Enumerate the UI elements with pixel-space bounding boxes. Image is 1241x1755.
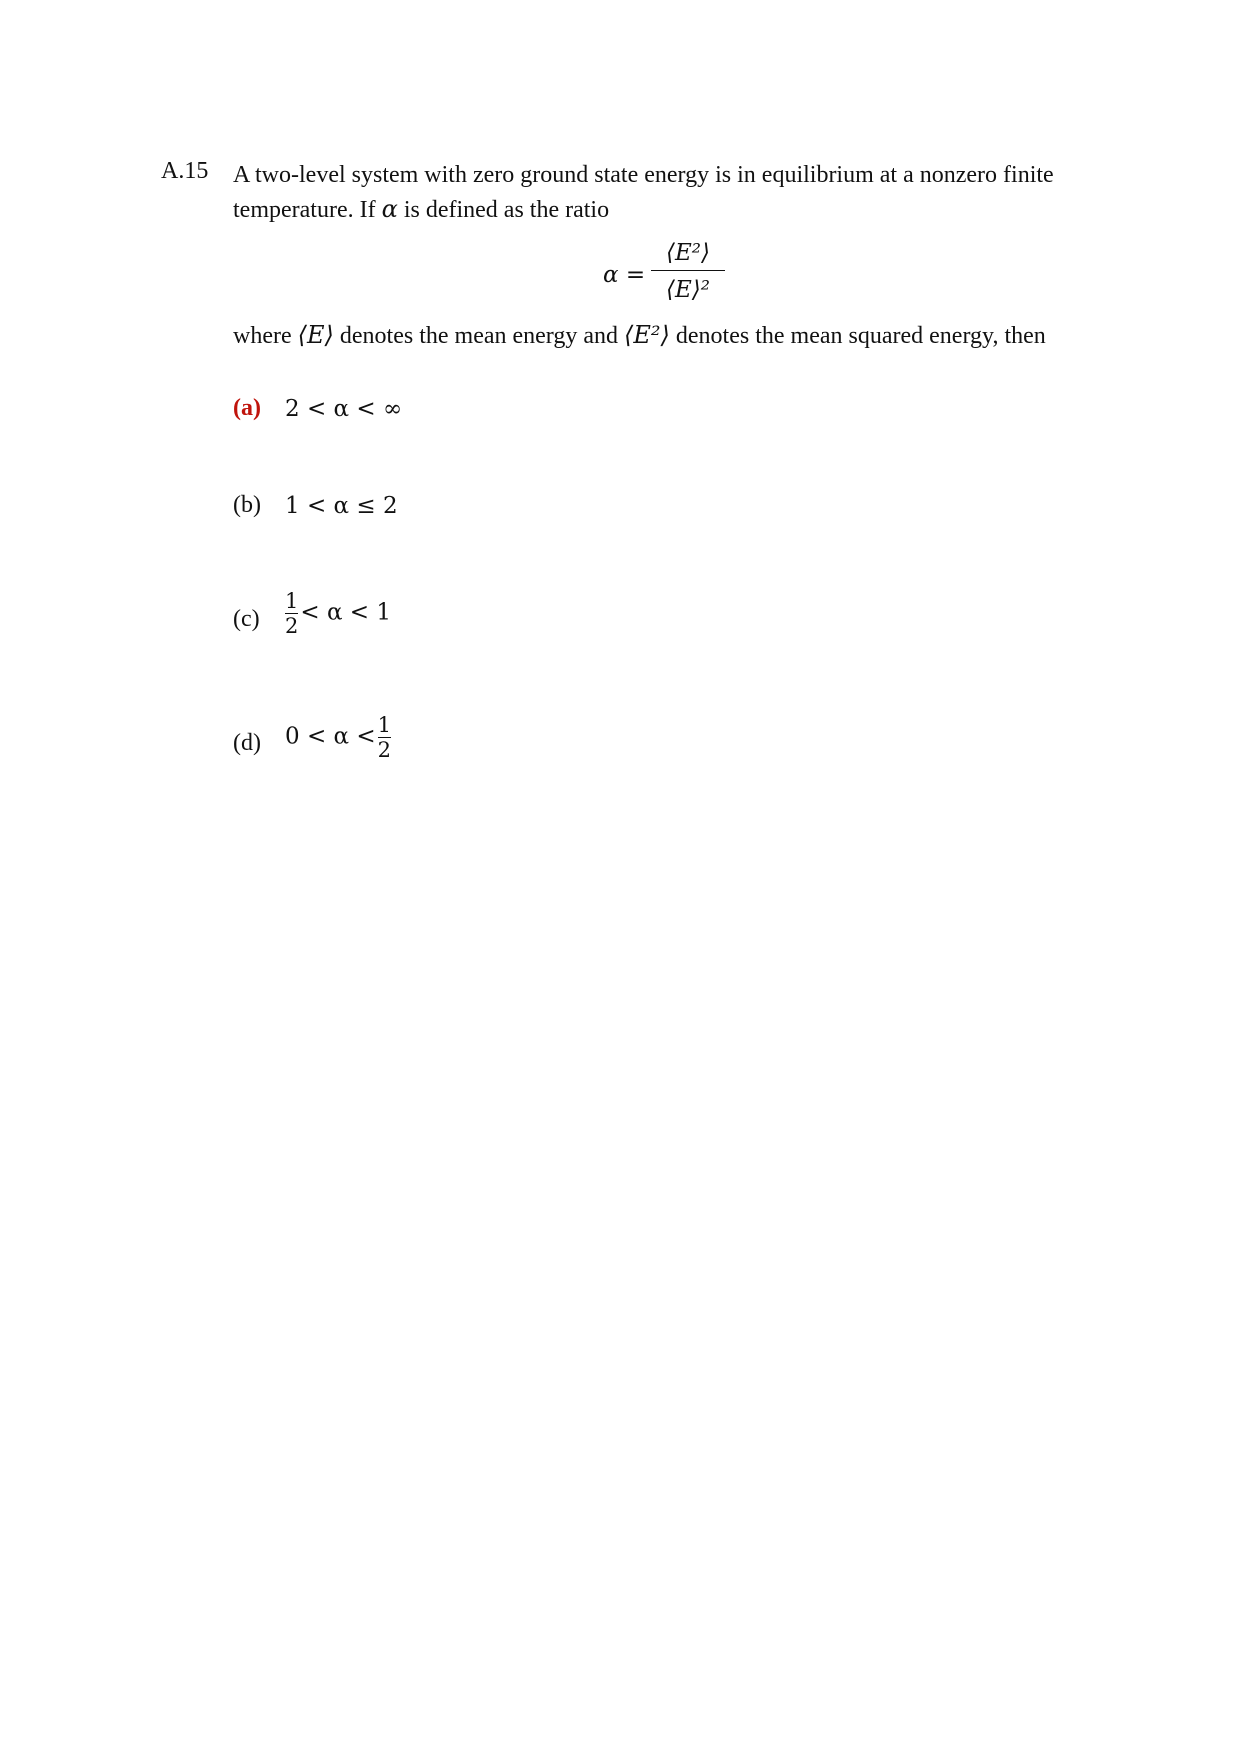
definition-text xyxy=(233,318,1133,353)
question-text xyxy=(233,158,1093,227)
option-c-fraction xyxy=(285,590,298,637)
option-c-label: (c) xyxy=(233,606,260,632)
option-b-expression: 1 < α ≤ 2 xyxy=(285,493,398,519)
option-d-frac-denominator: 2 xyxy=(377,738,392,762)
question-text-line1: A two-level system with zero ground state energy is in equilibrium at a nonzero finite temperature. If xyxy=(233,162,1054,223)
equation-numerator: ⟨E²⟩ xyxy=(666,240,710,266)
option-a-label: (a) xyxy=(233,395,261,421)
fraction-bar xyxy=(651,270,725,271)
option-d-expression xyxy=(285,714,393,761)
question-number: A.15 xyxy=(161,158,209,184)
where-mid: denotes the mean energy and xyxy=(339,323,619,349)
alpha-symbol: α xyxy=(381,195,398,223)
equation-denominator: ⟨E⟩² xyxy=(666,277,710,303)
option-c-expression-rest: < α < 1 xyxy=(300,599,392,626)
option-d-label: (d) xyxy=(233,730,261,756)
option-d-fraction xyxy=(378,714,391,761)
where-prefix: where xyxy=(233,323,292,349)
question-text-line1-end: is defined as the ratio xyxy=(403,197,610,223)
equation-lhs: α = xyxy=(603,262,646,288)
equation-fraction xyxy=(651,238,725,305)
mean-squared-energy-symbol: ⟨E²⟩ xyxy=(624,321,670,349)
option-c-frac-denominator: 2 xyxy=(285,614,299,638)
where-end: denotes the mean squared energy, then xyxy=(675,323,1046,349)
option-c-frac-numerator: 1 xyxy=(285,589,299,613)
option-b-label: (b) xyxy=(233,492,261,518)
mean-energy-symbol: ⟨E⟩ xyxy=(297,321,334,349)
option-c-expression xyxy=(283,590,391,637)
option-d-expression-prefix: 0 < α < xyxy=(285,723,376,750)
option-d-frac-numerator: 1 xyxy=(377,713,392,737)
option-a-expression: 2 < α < ∞ xyxy=(285,396,403,422)
